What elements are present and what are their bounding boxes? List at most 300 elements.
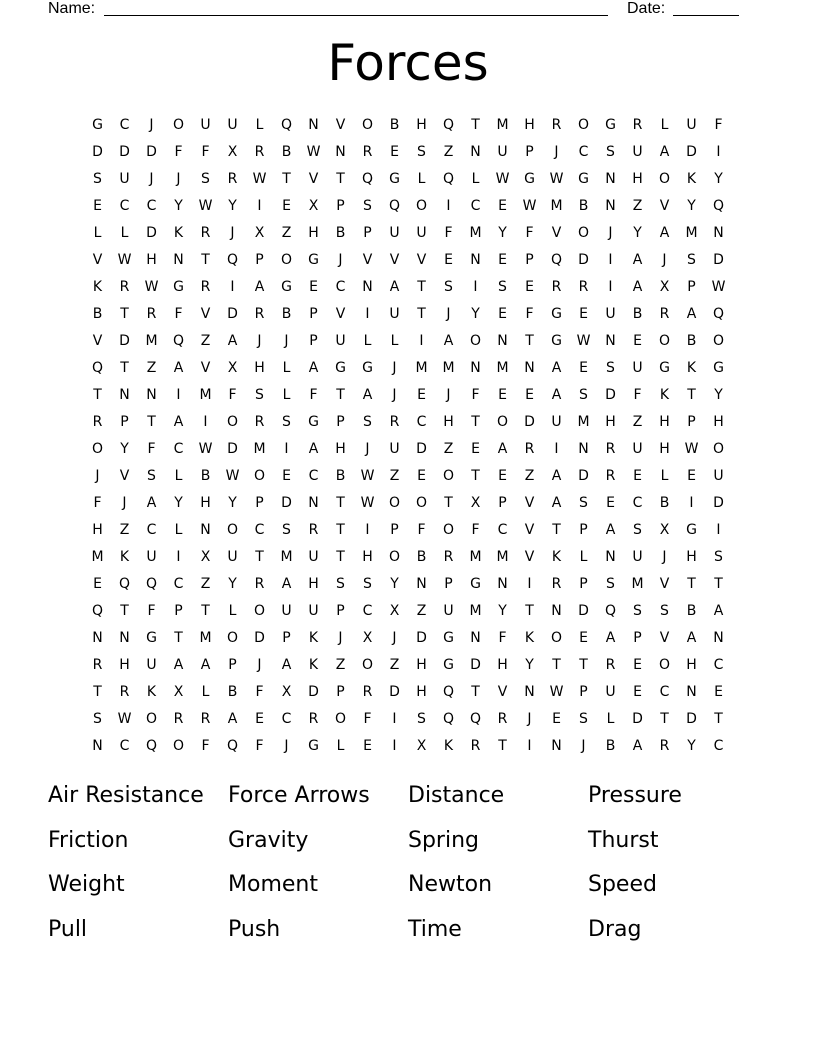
grid-letter: R — [200, 225, 211, 241]
grid-letter: C — [146, 522, 157, 538]
word-bank-item: Thurst — [588, 827, 659, 853]
grid-letter: S — [606, 360, 615, 376]
grid-letter: B — [92, 306, 103, 322]
grid-letter: N — [497, 333, 508, 349]
word-bank-item: Pull — [48, 916, 88, 942]
grid-letter: M — [469, 603, 482, 619]
word-bank-item: Drag — [588, 916, 642, 942]
grid-letter: J — [176, 171, 181, 187]
grid-letter: Z — [416, 603, 427, 619]
grid-letter: T — [525, 603, 534, 619]
grid-letter: D — [281, 495, 292, 511]
grid-letter: C — [173, 441, 184, 457]
grid-letter: U — [281, 603, 292, 619]
grid-letter: C — [335, 279, 346, 295]
grid-letter: F — [471, 522, 480, 538]
grid-letter: V — [335, 306, 346, 322]
grid-letter: L — [336, 738, 345, 754]
grid-letter: T — [660, 711, 669, 727]
grid-letter: D — [632, 711, 643, 727]
grid-letter: F — [633, 387, 642, 403]
grid-letter: L — [282, 360, 291, 376]
grid-letter: R — [200, 279, 211, 295]
grid-letter: C — [119, 738, 130, 754]
grid-letter: F — [498, 630, 507, 646]
grid-letter: J — [149, 117, 154, 133]
grid-letter: C — [632, 495, 643, 511]
grid-letter: U — [551, 414, 562, 430]
grid-letter: N — [146, 387, 157, 403]
grid-letter: C — [119, 198, 130, 214]
grid-letter: N — [551, 603, 562, 619]
grid-letter: E — [255, 711, 264, 727]
grid-letter: U — [416, 225, 427, 241]
grid-letter: Z — [281, 225, 292, 241]
grid-letter: G — [389, 171, 400, 187]
grid-letter: P — [228, 657, 237, 673]
grid-letter: H — [362, 549, 373, 565]
grid-letter: N — [92, 738, 103, 754]
grid-letter: J — [392, 360, 397, 376]
grid-letter: Y — [714, 387, 723, 403]
grid-letter: Q — [361, 171, 374, 187]
grid-letter: G — [713, 360, 724, 376]
grid-letter: U — [308, 549, 319, 565]
grid-letter: B — [632, 306, 643, 322]
word-bank-item: Push — [228, 916, 281, 942]
grid-letter: N — [119, 630, 130, 646]
grid-letter: Q — [280, 117, 293, 133]
grid-letter: O — [253, 603, 266, 619]
grid-letter: R — [389, 414, 400, 430]
grid-letter: A — [308, 441, 319, 457]
grid-letter: D — [119, 144, 130, 160]
grid-letter: V — [308, 171, 319, 187]
grid-letter: B — [416, 549, 427, 565]
grid-letter: T — [471, 468, 480, 484]
date-label: Date: — [627, 0, 666, 17]
grid-letter: R — [578, 279, 589, 295]
grid-letter: C — [713, 738, 724, 754]
grid-letter: D — [416, 630, 427, 646]
grid-letter: J — [662, 252, 667, 268]
grid-letter: P — [498, 495, 507, 511]
name-label: Name: — [48, 0, 96, 17]
grid-letter: U — [227, 549, 238, 565]
grid-letter: I — [446, 198, 451, 214]
grid-letter: Q — [172, 333, 185, 349]
grid-letter: R — [119, 684, 130, 700]
grid-letter: T — [417, 306, 426, 322]
grid-letter: U — [605, 684, 616, 700]
grid-letter: Y — [120, 441, 129, 457]
grid-letter: I — [203, 414, 208, 430]
grid-letter: B — [389, 117, 400, 133]
grid-letter: G — [470, 576, 481, 592]
grid-letter: N — [605, 198, 616, 214]
grid-letter: G — [443, 657, 454, 673]
grid-letter: E — [93, 576, 102, 592]
grid-letter: Y — [390, 576, 399, 592]
grid-letter: R — [443, 549, 454, 565]
grid-letter: J — [662, 549, 667, 565]
grid-letter: K — [524, 630, 535, 646]
grid-letter: W — [306, 144, 321, 160]
grid-letter: T — [93, 684, 102, 700]
grid-letter: T — [498, 738, 507, 754]
grid-letter: M — [199, 387, 212, 403]
grid-letter: A — [497, 441, 508, 457]
grid-letter: O — [442, 522, 455, 538]
grid-letter: J — [149, 171, 154, 187]
grid-letter: X — [308, 198, 319, 214]
grid-letter: N — [362, 279, 373, 295]
grid-letter: J — [581, 738, 586, 754]
grid-letter: E — [498, 387, 507, 403]
grid-letter: R — [308, 711, 319, 727]
grid-letter: M — [577, 414, 590, 430]
grid-letter: A — [227, 333, 238, 349]
grid-letter: R — [254, 306, 265, 322]
grid-letter: N — [605, 171, 616, 187]
grid-letter: E — [606, 495, 615, 511]
grid-letter: W — [360, 495, 375, 511]
grid-letter: S — [579, 495, 588, 511]
grid-letter: A — [389, 279, 400, 295]
grid-letter: W — [549, 171, 564, 187]
grid-letter: O — [172, 738, 185, 754]
grid-letter: D — [92, 144, 103, 160]
grid-letter: H — [659, 441, 670, 457]
grid-letter: Q — [145, 738, 158, 754]
grid-letter: P — [282, 630, 291, 646]
grid-letter: N — [335, 144, 346, 160]
grid-letter: N — [524, 684, 535, 700]
grid-letter: R — [497, 711, 508, 727]
grid-letter: T — [147, 414, 156, 430]
grid-letter: V — [524, 522, 535, 538]
grid-letter: R — [362, 684, 373, 700]
grid-letter: S — [606, 144, 615, 160]
grid-letter: B — [281, 144, 292, 160]
grid-letter: Q — [118, 576, 131, 592]
grid-letter: T — [255, 549, 264, 565]
grid-letter: W — [117, 252, 132, 268]
grid-letter: O — [334, 711, 347, 727]
grid-letter: U — [146, 657, 157, 673]
grid-letter: N — [524, 360, 535, 376]
grid-letter: G — [335, 360, 346, 376]
grid-letter: I — [392, 738, 397, 754]
grid-letter: S — [498, 279, 507, 295]
grid-letter: P — [255, 252, 264, 268]
grid-letter: L — [471, 171, 480, 187]
grid-letter: U — [389, 225, 400, 241]
grid-letter: L — [282, 387, 291, 403]
grid-letter: J — [122, 495, 127, 511]
grid-letter: O — [712, 333, 725, 349]
grid-letter: C — [119, 117, 130, 133]
grid-letter: J — [527, 711, 532, 727]
grid-letter: F — [255, 738, 264, 754]
grid-letter: E — [282, 198, 291, 214]
grid-letter: M — [550, 198, 563, 214]
grid-letter: A — [227, 711, 238, 727]
grid-letter: Y — [228, 198, 237, 214]
grid-letter: R — [254, 414, 265, 430]
grid-letter: A — [713, 603, 724, 619]
grid-letter: S — [579, 711, 588, 727]
grid-letter: M — [442, 360, 455, 376]
grid-letter: I — [473, 279, 478, 295]
word-bank-item: Force Arrows — [228, 783, 370, 808]
grid-letter: J — [338, 252, 343, 268]
grid-letter: U — [227, 117, 238, 133]
grid-letter: P — [525, 144, 534, 160]
grid-letter: E — [687, 468, 696, 484]
grid-letter: H — [335, 441, 346, 457]
grid-letter: D — [227, 306, 238, 322]
grid-letter: B — [200, 468, 211, 484]
grid-letter: L — [579, 549, 588, 565]
grid-letter: I — [527, 738, 532, 754]
grid-letter: L — [606, 711, 615, 727]
grid-letter: F — [174, 306, 183, 322]
grid-letter: M — [496, 117, 509, 133]
grid-letter: H — [308, 225, 319, 241]
grid-letter: D — [713, 495, 724, 511]
word-bank-item: Pressure — [588, 783, 682, 808]
grid-letter: Z — [443, 144, 454, 160]
grid-letter: Y — [498, 225, 507, 241]
grid-letter: S — [282, 414, 291, 430]
grid-letter: N — [200, 522, 211, 538]
grid-letter: I — [527, 576, 532, 592]
grid-letter: S — [714, 549, 723, 565]
grid-letter: Z — [200, 576, 211, 592]
grid-letter: O — [712, 441, 725, 457]
grid-letter: L — [174, 522, 183, 538]
grid-letter: M — [415, 360, 428, 376]
grid-letter: U — [497, 144, 508, 160]
grid-letter: Q — [442, 117, 455, 133]
grid-letter: E — [633, 333, 642, 349]
grid-letter: V — [659, 630, 670, 646]
grid-letter: E — [498, 306, 507, 322]
grid-letter: V — [416, 252, 427, 268]
word-bank-item: Spring — [408, 827, 479, 853]
grid-letter: J — [554, 144, 559, 160]
grid-letter: E — [498, 198, 507, 214]
letter-grid — [84, 112, 732, 760]
grid-letter: Q — [712, 306, 725, 322]
grid-letter: N — [713, 225, 724, 241]
grid-letter: H — [92, 522, 103, 538]
grid-letter: K — [308, 630, 319, 646]
word-bank-item: Gravity — [228, 827, 309, 853]
grid-letter: C — [308, 468, 319, 484]
grid-letter: S — [336, 576, 345, 592]
grid-letter: T — [336, 387, 345, 403]
grid-letter: U — [308, 603, 319, 619]
grid-letter: H — [416, 117, 427, 133]
grid-letter: D — [686, 144, 697, 160]
grid-letter: J — [446, 306, 451, 322]
grid-letter: X — [416, 738, 427, 754]
grid-letter: N — [470, 252, 481, 268]
grid-letter: F — [471, 387, 480, 403]
grid-letter: R — [173, 711, 184, 727]
grid-letter: I — [284, 441, 289, 457]
grid-letter: T — [120, 603, 129, 619]
grid-letter: S — [633, 603, 642, 619]
name-blank-line — [104, 15, 608, 16]
grid-letter: A — [605, 630, 616, 646]
grid-letter: N — [470, 360, 481, 376]
grid-letter: M — [280, 549, 293, 565]
grid-letter: D — [578, 252, 589, 268]
grid-letter: T — [471, 117, 480, 133]
grid-letter: P — [336, 414, 345, 430]
grid-letter: R — [605, 657, 616, 673]
grid-letter: M — [199, 630, 212, 646]
grid-letter: Z — [632, 198, 643, 214]
grid-letter: G — [281, 279, 292, 295]
grid-letter: G — [524, 171, 535, 187]
grid-letter: T — [336, 495, 345, 511]
grid-letter: A — [686, 306, 697, 322]
grid-letter: Z — [524, 468, 535, 484]
grid-letter: K — [659, 387, 670, 403]
grid-letter: G — [146, 630, 157, 646]
grid-letter: U — [713, 468, 724, 484]
grid-letter: F — [255, 684, 264, 700]
grid-letter: F — [525, 225, 534, 241]
grid-letter: I — [392, 711, 397, 727]
grid-letter: T — [714, 711, 723, 727]
grid-letter: T — [336, 522, 345, 538]
grid-letter: H — [524, 117, 535, 133]
grid-letter: K — [173, 225, 184, 241]
grid-letter: E — [282, 468, 291, 484]
grid-letter: R — [632, 117, 643, 133]
grid-letter: V — [119, 468, 130, 484]
grid-letter: U — [632, 360, 643, 376]
grid-letter: Q — [442, 684, 455, 700]
grid-letter: G — [578, 171, 589, 187]
grid-letter: O — [442, 468, 455, 484]
grid-letter: A — [632, 279, 643, 295]
grid-letter: J — [392, 387, 397, 403]
grid-letter: R — [551, 279, 562, 295]
grid-letter: H — [497, 657, 508, 673]
grid-letter: V — [659, 576, 670, 592]
grid-letter: D — [578, 603, 589, 619]
grid-letter: A — [632, 738, 643, 754]
grid-letter: U — [632, 549, 643, 565]
grid-letter: E — [471, 441, 480, 457]
grid-letter: O — [91, 441, 104, 457]
grid-letter: I — [608, 252, 613, 268]
word-bank — [48, 778, 768, 956]
grid-letter: M — [469, 549, 482, 565]
grid-letter: E — [390, 144, 399, 160]
grid-letter: N — [578, 441, 589, 457]
grid-letter: A — [686, 630, 697, 646]
grid-letter: I — [230, 279, 235, 295]
grid-letter: E — [579, 630, 588, 646]
grid-letter: Z — [146, 360, 157, 376]
grid-letter: L — [255, 117, 264, 133]
grid-letter: F — [201, 738, 210, 754]
grid-letter: P — [255, 495, 264, 511]
grid-letter: N — [92, 630, 103, 646]
grid-letter: W — [576, 333, 591, 349]
grid-letter: O — [361, 657, 374, 673]
grid-letter: G — [173, 279, 184, 295]
grid-letter: L — [201, 684, 210, 700]
grid-letter: Q — [442, 171, 455, 187]
grid-letter: O — [226, 630, 239, 646]
grid-letter: Q — [226, 252, 239, 268]
grid-letter: B — [227, 684, 238, 700]
grid-letter: G — [92, 117, 103, 133]
grid-letter: O — [361, 117, 374, 133]
grid-letter: Q — [226, 738, 239, 754]
grid-letter: V — [497, 684, 508, 700]
grid-letter: Z — [200, 333, 211, 349]
grid-letter: P — [579, 576, 588, 592]
grid-letter: X — [254, 225, 265, 241]
grid-letter: X — [227, 360, 238, 376]
grid-letter: B — [335, 225, 346, 241]
grid-letter: V — [92, 252, 103, 268]
grid-letter: T — [471, 414, 480, 430]
grid-letter: O — [658, 171, 671, 187]
grid-letter: A — [173, 360, 184, 376]
grid-letter: D — [416, 441, 427, 457]
grid-letter: O — [658, 333, 671, 349]
grid-letter: R — [362, 144, 373, 160]
grid-letter: W — [144, 279, 159, 295]
grid-letter: J — [257, 333, 262, 349]
grid-letter: D — [686, 711, 697, 727]
grid-letter: H — [632, 171, 643, 187]
grid-letter: B — [578, 198, 589, 214]
grid-letter: J — [284, 333, 289, 349]
grid-letter: O — [145, 711, 158, 727]
grid-letter: W — [495, 171, 510, 187]
grid-letter: P — [525, 252, 534, 268]
grid-letter: E — [363, 738, 372, 754]
grid-letter: L — [120, 225, 129, 241]
grid-letter: L — [660, 468, 669, 484]
grid-letter: K — [92, 279, 103, 295]
grid-letter: Z — [335, 657, 346, 673]
grid-letter: T — [336, 171, 345, 187]
grid-letter: X — [470, 495, 481, 511]
grid-letter: B — [686, 603, 697, 619]
header-line — [48, 0, 748, 20]
grid-letter: Z — [443, 441, 454, 457]
grid-letter: Y — [471, 306, 480, 322]
grid-letter: A — [551, 387, 562, 403]
grid-letter: F — [309, 387, 318, 403]
grid-letter: C — [146, 198, 157, 214]
grid-letter: V — [659, 198, 670, 214]
grid-letter: V — [92, 333, 103, 349]
grid-letter: O — [253, 468, 266, 484]
